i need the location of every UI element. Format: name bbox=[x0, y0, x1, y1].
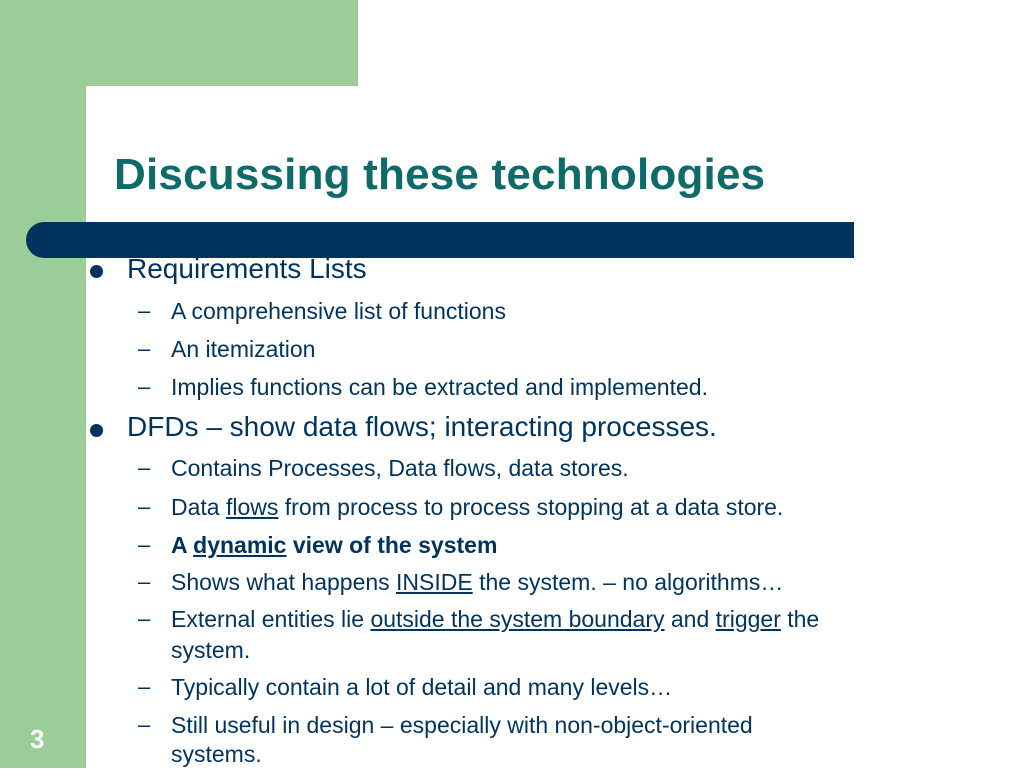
sub-item bbox=[171, 492, 783, 522]
sub-item-continuation: systems. bbox=[171, 741, 262, 767]
text-segment: External entities lie bbox=[171, 606, 371, 632]
text-segment: the system. – no algorithms… bbox=[472, 569, 784, 595]
bullet-requirements-lists: Requirements Lists bbox=[127, 253, 367, 284]
sub-dash: – bbox=[138, 374, 151, 399]
text-segment: Shows what happens bbox=[171, 569, 397, 595]
slide-title: Discussing these technologies bbox=[114, 150, 766, 199]
text-segment: A bbox=[171, 532, 194, 558]
underlined-term: outside the system boundary bbox=[370, 606, 665, 632]
text-segment: from process to process stopping at a data store. bbox=[278, 494, 784, 520]
underlined-term: dynamic bbox=[193, 532, 287, 558]
left-green-bar bbox=[0, 0, 86, 768]
sub-item: An itemization bbox=[171, 336, 316, 362]
bullet-dot bbox=[90, 265, 103, 278]
sub-item: Implies functions can be extracted and implemented. bbox=[171, 374, 708, 400]
sub-item bbox=[171, 530, 497, 560]
sub-item: Contains Processes, Data flows, data stores. bbox=[171, 455, 629, 481]
sub-dash: – bbox=[138, 455, 151, 480]
sub-dash: – bbox=[138, 298, 151, 323]
sub-item bbox=[171, 567, 783, 597]
sub-item bbox=[171, 604, 819, 634]
underlined-term: INSIDE bbox=[396, 569, 473, 595]
sub-item-continuation: system. bbox=[171, 637, 251, 663]
sub-item: Typically contain a lot of detail and many levels… bbox=[171, 674, 673, 700]
sub-dash: – bbox=[138, 336, 151, 361]
text-segment: view of the system bbox=[286, 532, 498, 558]
sub-dash: – bbox=[138, 532, 151, 557]
sub-dash: – bbox=[138, 674, 151, 699]
sub-dash: – bbox=[138, 569, 151, 594]
top-green-block bbox=[86, 0, 358, 86]
slide-number: 3 bbox=[30, 724, 45, 754]
text-segment: and bbox=[664, 606, 716, 632]
underlined-term: trigger bbox=[715, 606, 781, 632]
text-segment: the bbox=[780, 606, 820, 632]
sub-dash: – bbox=[138, 606, 151, 631]
bullet-dot bbox=[90, 424, 103, 437]
sub-item: Still useful in design – especially with non-object-oriented bbox=[171, 712, 753, 738]
sub-dash: – bbox=[138, 712, 151, 737]
sub-item: A comprehensive list of functions bbox=[171, 298, 506, 324]
sub-dash: – bbox=[138, 494, 151, 519]
bullet-dfds: DFDs – show data flows; interacting processes. bbox=[127, 411, 717, 442]
text-segment: Data bbox=[171, 494, 226, 520]
underlined-term: flows bbox=[225, 494, 279, 520]
